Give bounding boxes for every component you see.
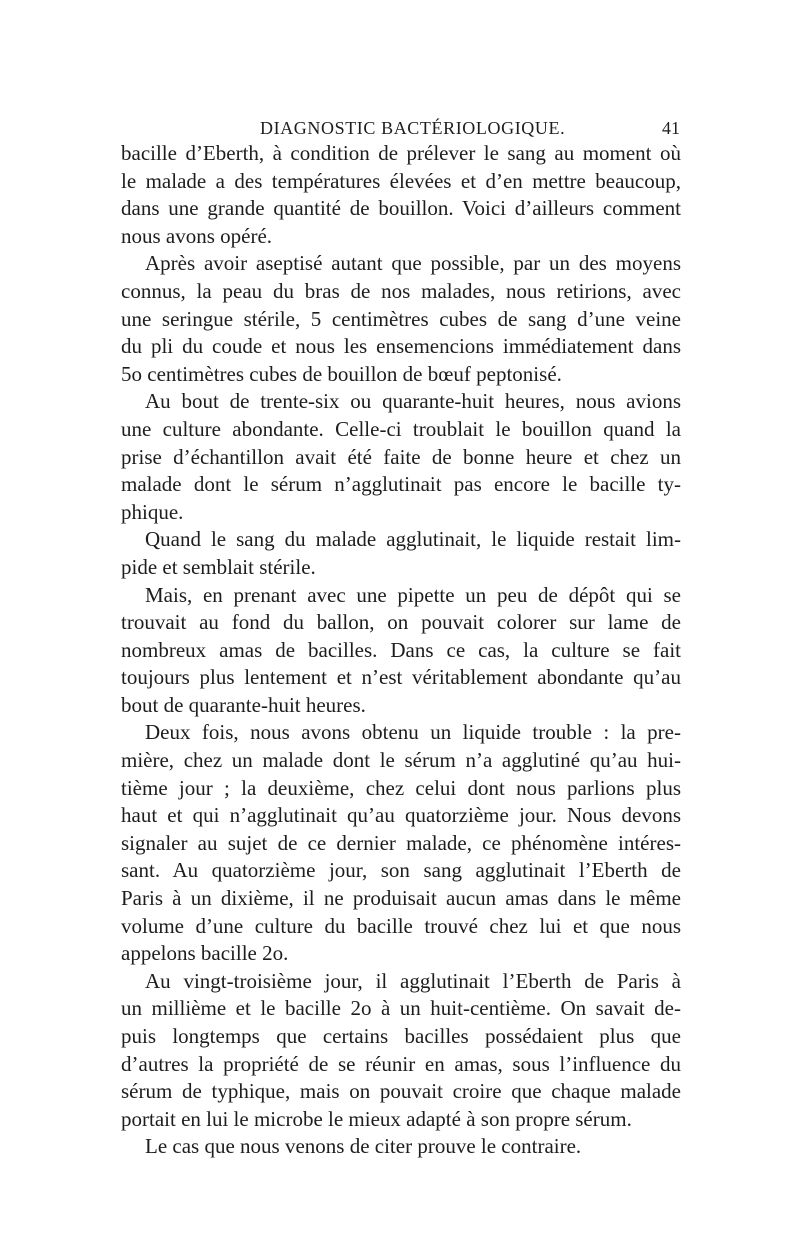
text-line: bacille d’Eberth, à condition de prélever le sang au moment où — [121, 141, 681, 165]
text-line: puis longtemps que certains bacilles possédaient plus que — [121, 1024, 681, 1048]
text-line: malade dont le sérum n’agglutinait pas encore le bacille ty- — [121, 472, 681, 497]
text-line: dans une grande quantité de bouillon. Voici d’ailleurs comment — [121, 196, 681, 221]
text-line: un millième et le bacille 2o à un huit-centième. On savait de- — [121, 996, 681, 1021]
text-line: connus, la peau du bras de nos malades, nous retirions, avec — [121, 278, 681, 303]
text-line: appelons bacille 2o. — [121, 941, 289, 966]
text-line: tième jour ; la deuxième, chez celui dont nous parlions plus — [121, 775, 681, 800]
text-line: d’autres la propriété de se réunir en amas, sous l’influence du — [121, 1051, 681, 1076]
page-number: 41 — [662, 118, 680, 138]
text-line: Au bout de trente-six ou quarante-huit heures, nous avions — [145, 389, 681, 414]
text-line: portait en lui le microbe le mieux adapté à son propre sérum. — [121, 1106, 632, 1131]
running-title: DIAGNOSTIC BACTÉRIOLOGIQUE. — [260, 118, 566, 138]
text-line: nombreux amas de bacilles. Dans ce cas, la culture se fait — [121, 637, 681, 662]
text-line: bout de quarante-huit heures. — [121, 692, 366, 717]
text-line: signaler au sujet de ce dernier malade, ce phénomène intéres- — [121, 830, 681, 855]
text-line: nous avons opéré. — [121, 223, 273, 248]
text-line: haut et qui n’agglutinait qu’au quatorzième jour. Nous devons — [121, 803, 681, 828]
text-line: volume d’une culture du bacille trouvé chez lui et que nous — [121, 913, 681, 938]
text-line: une seringue stérile, 5 centimètres cubes de sang d’une veine — [121, 306, 681, 331]
text-line: trouvait au fond du ballon, on pouvait colorer sur lame de — [121, 610, 681, 635]
text-line: le malade a des températures élevées et d’en mettre beaucoup, — [121, 168, 681, 193]
text-line: mière, chez un malade dont le sérum n’a agglutiné qu’au hui- — [121, 748, 681, 773]
text-line: du pli du coude et nous les ensemencions immédiatement dans — [121, 334, 681, 359]
text-line: Paris à un dixième, il ne produisait aucun amas dans le même — [121, 886, 681, 911]
text-line: Le cas que nous venons de citer prouve le contraire. — [145, 1134, 582, 1159]
text-line: sérum de typhique, mais on pouvait croire que chaque malade — [121, 1079, 681, 1104]
text-line: Quand le sang du malade agglutinait, le liquide restait lim- — [145, 527, 681, 552]
text-line: toujours plus lentement et n’est véritablement abondante qu’au — [121, 665, 681, 690]
text-line: une culture abondante. Celle-ci troublait le bouillon quand la — [121, 416, 681, 441]
text-line: Mais, en prenant avec une pipette un peu de dépôt qui se — [145, 582, 681, 607]
text-line: Au vingt-troisième jour, il agglutinait l’Eberth de Paris à — [145, 968, 681, 993]
text-line: prise d’échantillon avait été faite de bonne heure et chez un — [121, 444, 681, 469]
text-line: pide et semblait stérile. — [121, 554, 316, 579]
text-line: sant. Au quatorzième jour, son sang agglutinait l’Eberth de — [121, 858, 681, 883]
text-line: 5o centimètres cubes de bouillon de bœuf peptonisé. — [121, 361, 562, 386]
text-line: Après avoir aseptisé autant que possible, par un des moyens — [145, 251, 681, 276]
body-text — [121, 140, 681, 1161]
text-line: phique. — [121, 499, 184, 524]
text-line: Deux fois, nous avons obtenu un liquide trouble : la pre- — [145, 720, 681, 745]
